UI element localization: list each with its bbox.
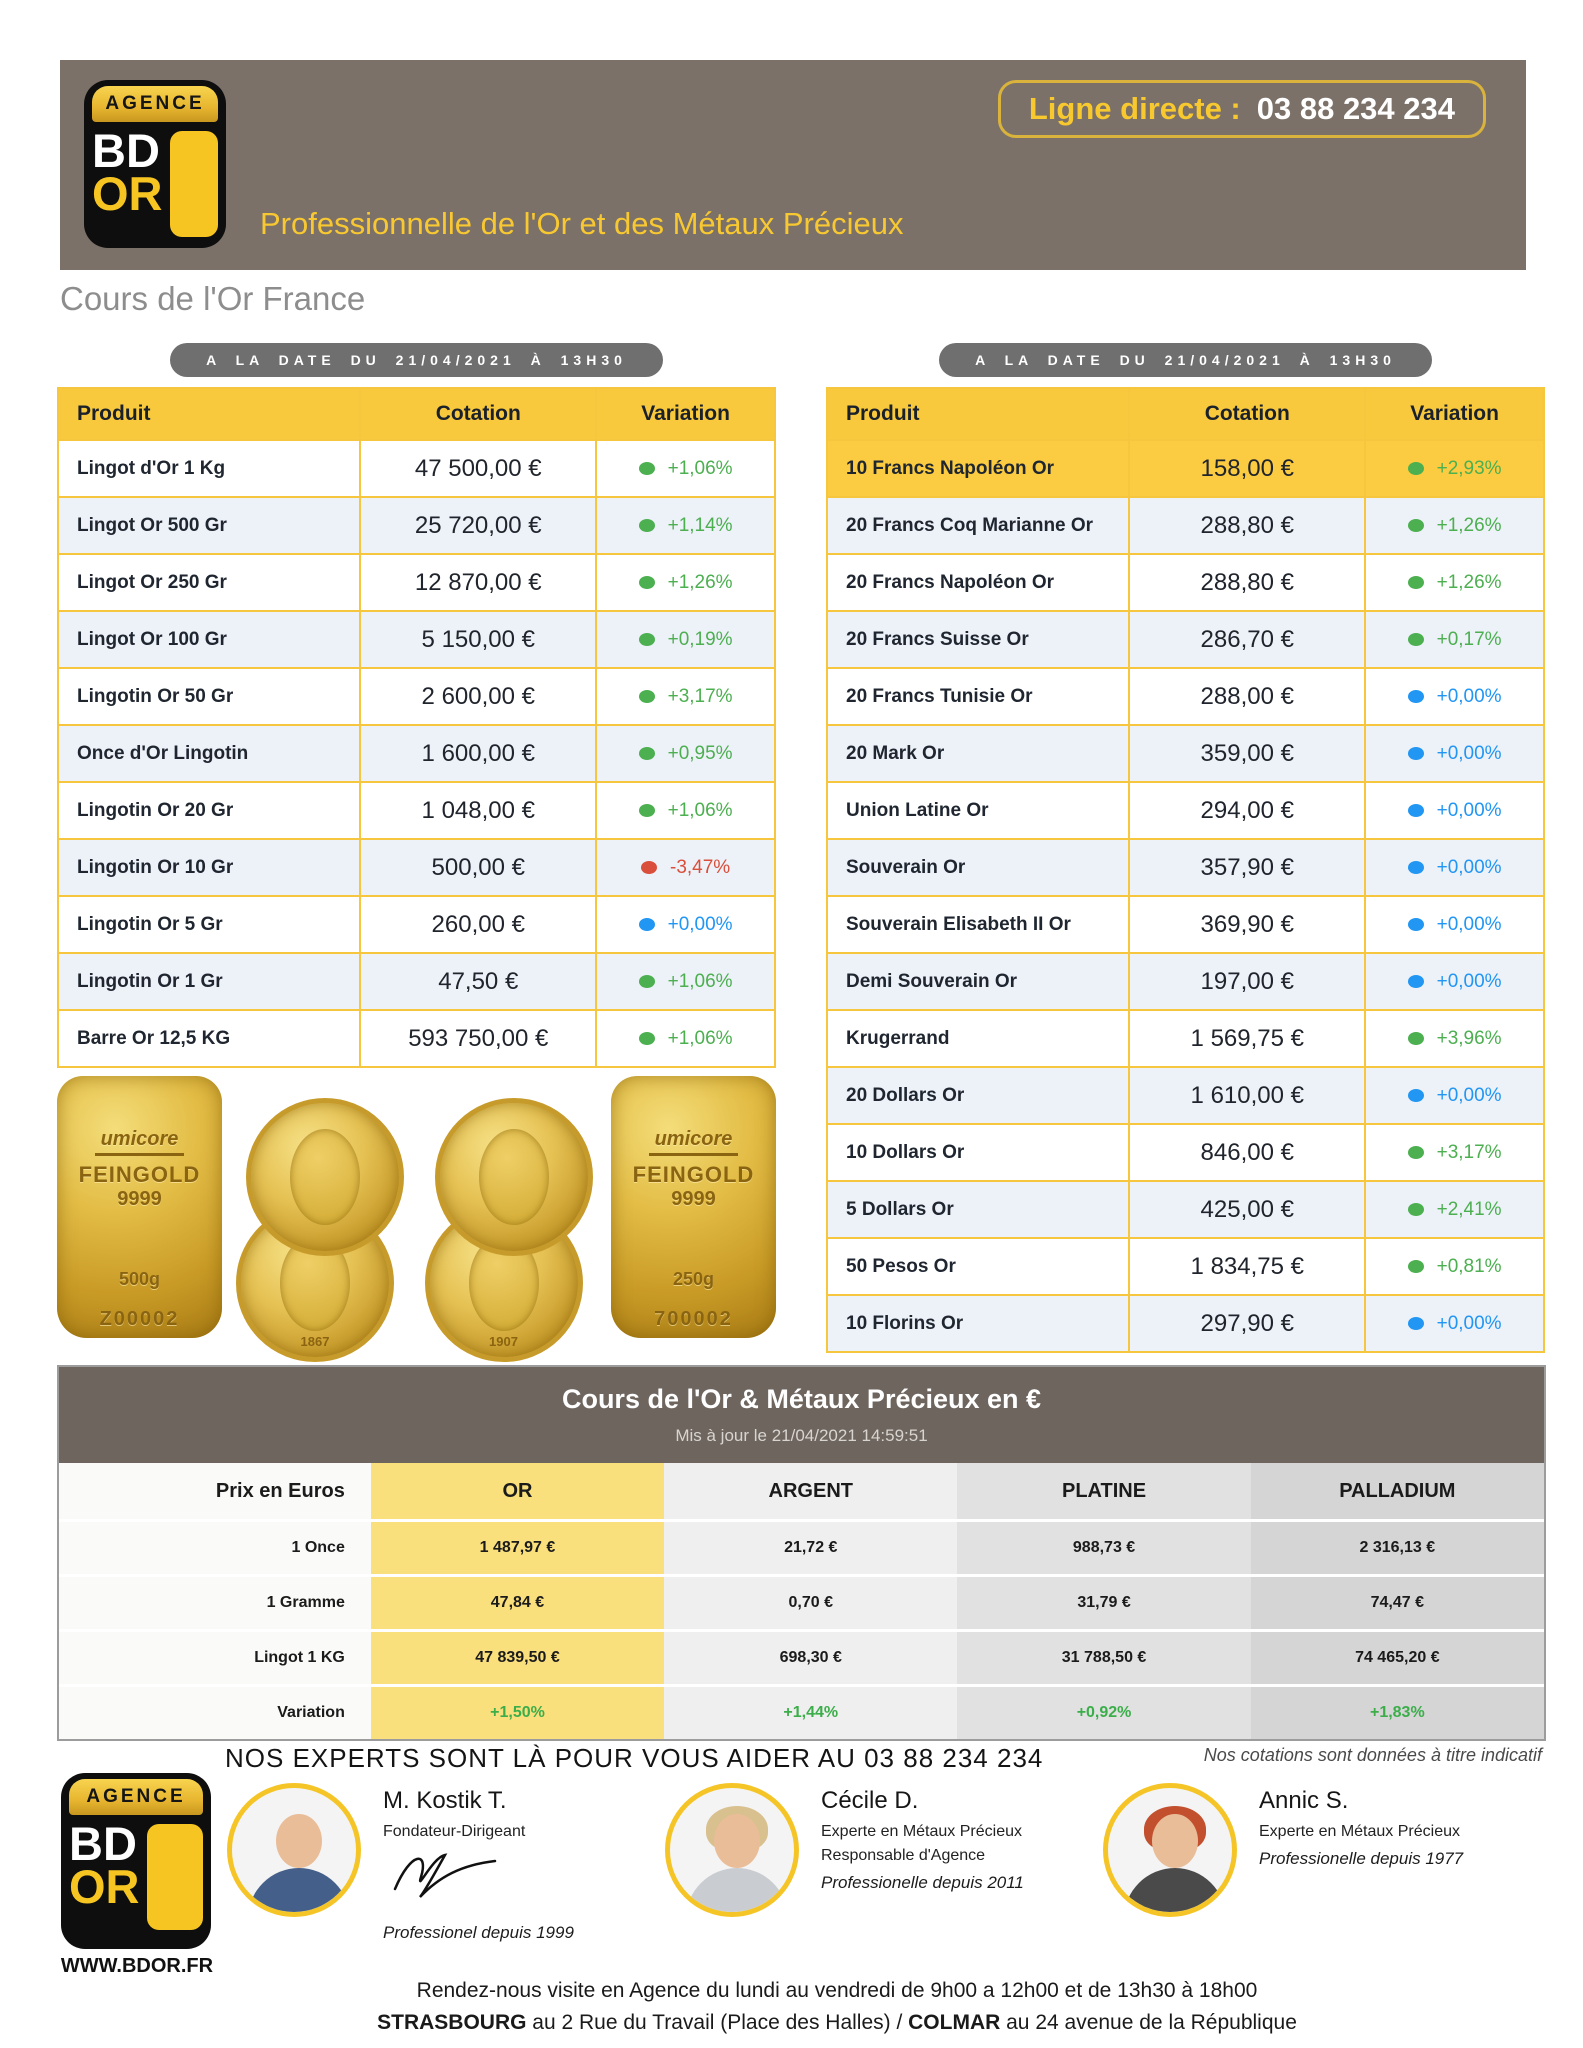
metals-column-header: ARGENT [664, 1463, 957, 1519]
variation-value: +0,00% [1436, 685, 1502, 707]
logo-agence-band: AGENCE [69, 1779, 203, 1815]
product-name: Barre Or 12,5 KG [77, 1027, 231, 1049]
footer [57, 1743, 1546, 2047]
bar-brand: umicore [95, 1128, 185, 1156]
table-row [59, 439, 774, 496]
trend-dot-icon [639, 918, 655, 931]
trend-dot-icon [1408, 519, 1424, 532]
address-strasbourg: au 2 Rue du Travail (Place des Halles) / [526, 2011, 909, 2034]
logo-or-text: OR [69, 1860, 140, 1914]
metals-title: Cours de l'Or & Métaux Précieux en € [561, 1384, 1042, 1414]
expert-role: Responsable d'Agence [821, 1847, 986, 1864]
metals-variation-value: +1,50% [371, 1687, 664, 1739]
column-header: Cotation [359, 389, 595, 439]
trend-dot-icon [1408, 462, 1424, 475]
variation-cell [1364, 1068, 1543, 1123]
product-name: 20 Mark Or [846, 742, 945, 764]
trend-dot-icon [639, 747, 655, 760]
product-name: 20 Francs Napoléon Or [846, 571, 1055, 593]
product-name: Lingot Or 100 Gr [77, 628, 227, 650]
product-name: Once d'Or Lingotin [77, 742, 249, 764]
cotation-value: 2 600,00 € [359, 669, 595, 724]
column-header: Cotation [1128, 389, 1364, 439]
metals-column-header: OR [371, 1463, 664, 1519]
product-name: Lingotin Or 1 Gr [77, 970, 223, 992]
product-name: Souverain Elisabeth II Or [846, 913, 1071, 935]
variation-value: +0,00% [1436, 742, 1502, 764]
logo-agence-band: AGENCE [92, 86, 218, 122]
metals-variation-value: +1,83% [1251, 1687, 1544, 1739]
cotation-value: 12 870,00 € [359, 555, 595, 610]
bdor-logo-footer [61, 1773, 211, 1949]
trend-dot-icon [1408, 918, 1424, 931]
metals-updated-timestamp: Mis à jour le 21/04/2021 14:59:51 [675, 1426, 928, 1445]
variation-cell [1364, 726, 1543, 781]
variation-value: +1,06% [667, 970, 733, 992]
column-header: Variation [595, 389, 774, 439]
variation-value: +0,00% [1436, 1084, 1502, 1106]
phone-number: 03 88 234 234 [1256, 91, 1455, 126]
variation-cell [595, 726, 774, 781]
metals-price-value: 47 839,50 € [371, 1632, 664, 1684]
variation-value: +2,93% [1436, 457, 1502, 479]
product-name: 5 Dollars Or [846, 1198, 954, 1220]
cotation-value: 25 720,00 € [359, 498, 595, 553]
napoleon-coins-image [234, 1076, 411, 1349]
table-row [828, 553, 1543, 610]
variation-cell [595, 783, 774, 838]
product-name: Lingot Or 250 Gr [77, 571, 227, 593]
variation-value: +3,96% [1436, 1027, 1502, 1049]
product-images-strip [57, 1072, 776, 1349]
product-name: Lingotin Or 5 Gr [77, 913, 223, 935]
expert-role: Fondateur-Dirigeant [383, 1823, 526, 1840]
metals-price-value: 1 487,97 € [371, 1522, 664, 1574]
bar-weight: 250g [672, 1269, 715, 1289]
expert-photo [1103, 1783, 1237, 1917]
expert-info [821, 1783, 1024, 1917]
cotation-value: 369,90 € [1128, 897, 1364, 952]
cotation-value: 500,00 € [359, 840, 595, 895]
expert-info [383, 1783, 574, 1943]
metals-row-label: 1 Once [59, 1522, 371, 1574]
product-name: Krugerrand [846, 1027, 950, 1049]
product-name: Union Latine Or [846, 799, 989, 821]
table-row [828, 838, 1543, 895]
variation-value: +0,00% [1436, 970, 1502, 992]
variation-value: +3,17% [667, 685, 733, 707]
logo-or-text: OR [92, 167, 163, 221]
expert-role: Experte en Métaux Précieux [1259, 1823, 1460, 1840]
variation-cell [1364, 1125, 1543, 1180]
variation-value: +0,81% [1436, 1255, 1502, 1277]
coin-year: 1867 [300, 1334, 330, 1349]
cotation-value: 197,00 € [1128, 954, 1364, 1009]
metals-price-value: 0,70 € [664, 1577, 957, 1629]
metals-price-value: 47,84 € [371, 1577, 664, 1629]
expert-info [1259, 1783, 1463, 1917]
city-strasbourg: STRASBOURG [377, 2011, 527, 2034]
variation-cell [1364, 612, 1543, 667]
cotation-value: 260,00 € [359, 897, 595, 952]
logo-bd-text: BD [69, 1817, 137, 1870]
metals-row [59, 1574, 1544, 1629]
trend-dot-icon [1408, 747, 1424, 760]
trend-dot-icon [639, 633, 655, 646]
trend-dot-icon [639, 462, 655, 475]
variation-value: +0,95% [667, 742, 733, 764]
table-row [828, 952, 1543, 1009]
table-row [828, 610, 1543, 667]
variation-cell [595, 897, 774, 952]
expert-role: Experte en Métaux Précieux [821, 1823, 1022, 1840]
gold-bar-icon [147, 1824, 204, 1930]
metals-price-value: 21,72 € [664, 1522, 957, 1574]
trend-dot-icon [1408, 1032, 1424, 1045]
variation-cell [595, 669, 774, 724]
metals-column-header: PALLADIUM [1251, 1463, 1544, 1519]
trend-dot-icon [1408, 576, 1424, 589]
expert-since: Professionel depuis 1999 [383, 1923, 574, 1942]
date-badge-right: A LA DATE DU 21/04/2021 À 13H30 [939, 343, 1432, 377]
variation-value: +0,17% [1436, 628, 1502, 650]
metals-price-value: 988,73 € [957, 1522, 1250, 1574]
variation-cell [595, 498, 774, 553]
cotation-value: 288,00 € [1128, 669, 1364, 724]
cotation-value: 357,90 € [1128, 840, 1364, 895]
expert-since: Professionelle depuis 1977 [1259, 1849, 1464, 1868]
table-row [828, 1123, 1543, 1180]
trend-dot-icon [639, 1032, 655, 1045]
avatar-head [1152, 1814, 1198, 1868]
table-row [59, 952, 774, 1009]
table-row [59, 553, 774, 610]
coin-year: 1907 [489, 1334, 518, 1349]
variation-cell [595, 441, 774, 496]
table-row [828, 439, 1543, 496]
logo-bd-text: BD [92, 124, 160, 177]
souverain-coins-image [423, 1076, 600, 1349]
cotation-value: 1 600,00 € [359, 726, 595, 781]
price-table-header-row [59, 389, 774, 439]
variation-value: +0,00% [1436, 856, 1502, 878]
metals-variation-value: +0,92% [957, 1687, 1250, 1739]
trend-dot-icon [639, 690, 655, 703]
variation-cell [1364, 954, 1543, 1009]
product-name: 20 Francs Tunisie Or [846, 685, 1033, 707]
avatar-shoulders [1124, 1868, 1226, 1917]
variation-value: +0,00% [1436, 1312, 1502, 1334]
table-row [828, 781, 1543, 838]
expert-since: Professionelle depuis 2011 [821, 1873, 1024, 1892]
metals-price-value: 2 316,13 € [1251, 1522, 1544, 1574]
header-bar [60, 60, 1526, 270]
cotation-value: 297,90 € [1128, 1296, 1364, 1351]
trend-dot-icon [639, 519, 655, 532]
company-tagline: Professionnelle de l'Or et des Métaux Précieux [260, 206, 904, 241]
metals-row-label: Lingot 1 KG [59, 1632, 371, 1684]
variation-cell [1364, 897, 1543, 952]
cotation-value: 1 610,00 € [1128, 1068, 1364, 1123]
product-name: Lingot d'Or 1 Kg [77, 457, 226, 479]
visit-info [267, 1979, 1407, 2035]
table-row [59, 838, 774, 895]
variation-cell [1364, 1296, 1543, 1351]
product-name: 10 Florins Or [846, 1312, 964, 1334]
cotation-value: 425,00 € [1128, 1182, 1364, 1237]
trend-dot-icon [1408, 861, 1424, 874]
metals-column-header: Prix en Euros [59, 1463, 371, 1519]
expert-name: Annic S. [1259, 1787, 1349, 1814]
cotation-value: 294,00 € [1128, 783, 1364, 838]
trend-dot-icon [1408, 975, 1424, 988]
date-badge-left: A LA DATE DU 21/04/2021 À 13H30 [170, 343, 663, 377]
variation-cell [1364, 1239, 1543, 1294]
variation-cell [1364, 783, 1543, 838]
metals-row [59, 1629, 1544, 1684]
metals-price-value: 698,30 € [664, 1632, 957, 1684]
metals-row [59, 1684, 1544, 1739]
table-row [59, 1009, 774, 1066]
variation-cell [595, 1011, 774, 1066]
expert-photo [665, 1783, 799, 1917]
trend-dot-icon [1408, 1317, 1424, 1330]
metals-header-row [59, 1463, 1544, 1519]
gold-bar-500g-image [57, 1076, 222, 1338]
metals-row [59, 1519, 1544, 1574]
table-row [828, 724, 1543, 781]
opening-hours: Rendez-nous visite en Agence du lundi au vendredi de 9h00 a 12h00 et de 13h30 à 18h00 [416, 1979, 1258, 2002]
product-name: Lingotin Or 50 Gr [77, 685, 234, 707]
signature-image [383, 1847, 574, 1899]
cotation-value: 288,80 € [1128, 555, 1364, 610]
variation-cell [595, 954, 774, 1009]
trend-dot-icon [1408, 633, 1424, 646]
product-name: Demi Souverain Or [846, 970, 1018, 992]
avatar-shoulders [686, 1868, 788, 1917]
bar-name: FEINGOLD [632, 1162, 755, 1187]
table-row [59, 667, 774, 724]
variation-value: +1,14% [667, 514, 733, 536]
bdor-logo [84, 80, 226, 248]
variation-value: +2,41% [1436, 1198, 1502, 1220]
bar-serial: 700002 [654, 1308, 733, 1330]
variation-cell [595, 555, 774, 610]
variation-cell [1364, 840, 1543, 895]
variation-value: +3,17% [1436, 1141, 1502, 1163]
direct-line-button[interactable] [998, 80, 1486, 138]
table-row [828, 496, 1543, 553]
table-row [59, 496, 774, 553]
table-row [59, 781, 774, 838]
gold-bar-250g-image [611, 1076, 776, 1338]
variation-cell [595, 612, 774, 667]
cotation-value: 286,70 € [1128, 612, 1364, 667]
metals-price-value: 74,47 € [1251, 1577, 1544, 1629]
table-row [59, 895, 774, 952]
expert-card [227, 1783, 574, 1943]
cotation-value: 288,80 € [1128, 498, 1364, 553]
product-name: Lingotin Or 10 Gr [77, 856, 234, 878]
column-header: Produit [846, 402, 920, 425]
variation-value: +0,00% [1436, 913, 1502, 935]
trend-dot-icon [641, 861, 657, 874]
table-row [828, 1066, 1543, 1123]
trend-dot-icon [1408, 690, 1424, 703]
variation-value: +1,06% [667, 457, 733, 479]
cotation-value: 359,00 € [1128, 726, 1364, 781]
cotation-value: 47 500,00 € [359, 441, 595, 496]
bar-weight: 500g [118, 1269, 161, 1289]
product-name: 20 Francs Coq Marianne Or [846, 514, 1094, 536]
coin-obverse [435, 1098, 593, 1256]
variation-value: +1,06% [667, 799, 733, 821]
metals-price-value: 74 465,20 € [1251, 1632, 1544, 1684]
table-row [828, 1180, 1543, 1237]
experts-title: NOS EXPERTS SONT LÀ POUR VOUS AIDER AU 03 88 234 234 [225, 1743, 1044, 1773]
variation-value: +0,00% [667, 913, 733, 935]
metals-title-bar [59, 1367, 1544, 1463]
column-header: Produit [77, 402, 151, 425]
variation-cell [1364, 555, 1543, 610]
cotation-value: 1 048,00 € [359, 783, 595, 838]
product-name: Lingot Or 500 Gr [77, 514, 227, 536]
product-name: 10 Francs Napoléon Or [846, 457, 1055, 479]
table-row [828, 1294, 1543, 1351]
metals-price-table [59, 1463, 1544, 1739]
cotation-value: 846,00 € [1128, 1125, 1364, 1180]
addresses-line [267, 2011, 1407, 2035]
gold-bars-price-table [57, 387, 776, 1068]
table-row [828, 667, 1543, 724]
trend-dot-icon [639, 975, 655, 988]
city-colmar: COLMAR [908, 2011, 1001, 2034]
price-table-header-row [828, 389, 1543, 439]
metals-price-value: 31 788,50 € [957, 1632, 1250, 1684]
variation-value: +1,26% [1436, 514, 1502, 536]
variation-cell [595, 840, 774, 895]
variation-cell [1364, 441, 1543, 496]
cotation-value: 158,00 € [1128, 441, 1364, 496]
product-name: 20 Francs Suisse Or [846, 628, 1029, 650]
table-row [828, 1237, 1543, 1294]
phone-label: Ligne directe : [1028, 91, 1241, 126]
table-row [828, 1009, 1543, 1066]
bar-purity: 9999 [117, 1188, 162, 1210]
variation-value: -3,47% [670, 856, 731, 878]
cotation-value: 47,50 € [359, 954, 595, 1009]
metals-section [57, 1365, 1546, 1741]
metals-row-label: 1 Gramme [59, 1577, 371, 1629]
column-header: Variation [1364, 389, 1543, 439]
table-row [59, 610, 774, 667]
quotes-disclaimer: Nos cotations sont données à titre indicatif [1203, 1745, 1542, 1765]
product-name: Souverain Or [846, 856, 966, 878]
expert-photo [227, 1783, 361, 1917]
bar-serial: Z00002 [99, 1308, 180, 1330]
variation-value: +0,19% [667, 628, 733, 650]
variation-cell [1364, 1011, 1543, 1066]
variation-value: +1,06% [667, 1027, 733, 1049]
trend-dot-icon [639, 576, 655, 589]
expert-card [665, 1783, 1024, 1917]
trend-dot-icon [1408, 1260, 1424, 1273]
variation-value: +1,26% [667, 571, 733, 593]
metals-row-label: Variation [59, 1687, 371, 1739]
trend-dot-icon [1408, 1203, 1424, 1216]
expert-card [1103, 1783, 1463, 1917]
variation-value: +1,26% [1436, 571, 1502, 593]
product-name: 10 Dollars Or [846, 1141, 965, 1163]
bar-name: FEINGOLD [78, 1162, 201, 1187]
avatar-head [714, 1814, 760, 1868]
cotation-value: 1 569,75 € [1128, 1011, 1364, 1066]
gold-bar-icon [170, 131, 219, 237]
bar-brand: umicore [649, 1128, 739, 1156]
website-link[interactable]: WWW.BDOR.FR [60, 1955, 214, 1977]
product-name: 20 Dollars Or [846, 1084, 965, 1106]
gold-coins-price-table [826, 387, 1545, 1353]
trend-dot-icon [639, 804, 655, 817]
bar-purity: 9999 [671, 1188, 716, 1210]
table-row [828, 895, 1543, 952]
trend-dot-icon [1408, 804, 1424, 817]
metals-variation-value: +1,44% [664, 1687, 957, 1739]
variation-cell [1364, 1182, 1543, 1237]
coin-obverse [246, 1098, 404, 1256]
avatar-shoulders [248, 1868, 350, 1917]
trend-dot-icon [1408, 1146, 1424, 1159]
metals-column-header: PLATINE [957, 1463, 1250, 1519]
expert-name: M. Kostik T. [383, 1787, 507, 1814]
table-row [59, 724, 774, 781]
page-title: Cours de l'Or France [60, 280, 366, 317]
expert-name: Cécile D. [821, 1787, 919, 1814]
variation-cell [1364, 669, 1543, 724]
product-name: 50 Pesos Or [846, 1255, 956, 1277]
variation-cell [1364, 498, 1543, 553]
gold-coins-column [826, 343, 1545, 1353]
address-colmar: au 24 avenue de la République [1000, 2011, 1297, 2034]
product-name: Lingotin Or 20 Gr [77, 799, 234, 821]
cotation-value: 593 750,00 € [359, 1011, 595, 1066]
cotation-value: 5 150,00 € [359, 612, 595, 667]
variation-value: +0,00% [1436, 799, 1502, 821]
avatar-head [276, 1814, 322, 1868]
trend-dot-icon [1408, 1089, 1424, 1102]
metals-price-value: 31,79 € [957, 1577, 1250, 1629]
cotation-value: 1 834,75 € [1128, 1239, 1364, 1294]
